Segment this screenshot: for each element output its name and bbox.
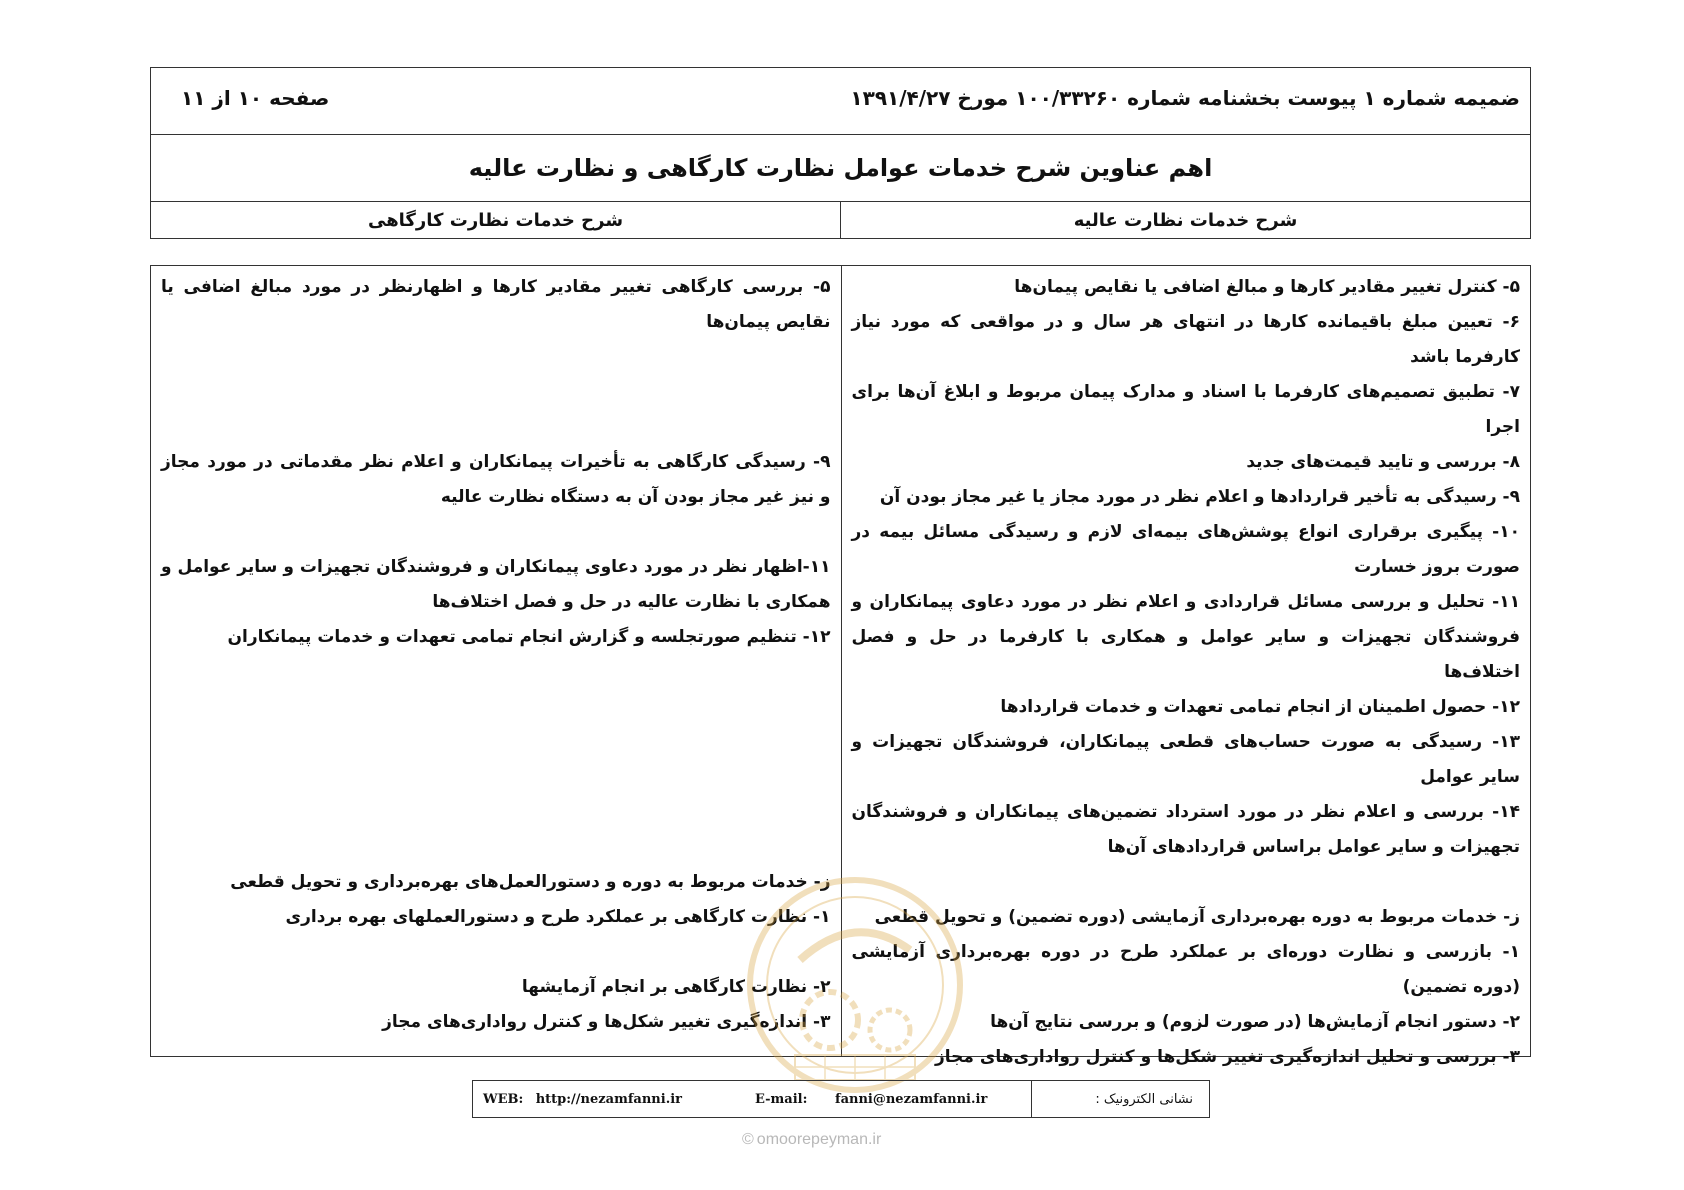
section-heading: ز- خدمات مربوط به دوره و دستورالعمل‌های بهره‌برداری و تحویل قطعی <box>230 872 831 892</box>
list-item: ۸- بررسی و تایید قیمت‌های جدید <box>1246 452 1520 472</box>
column-header-high-supervision: شرح خدمات نظارت عالیه <box>840 202 1530 238</box>
web-link[interactable]: http://nezamfanni.ir <box>535 1091 683 1107</box>
email-label: E-mail: <box>755 1091 808 1107</box>
page-number: صفحه ۱۰ از ۱۱ <box>181 86 330 110</box>
document-header-table <box>150 67 1531 239</box>
list-item: ۷- تطبیق تصمیم‌های کارفرما با اسناد و مدارک پیمان مربوط و ابلاغ آن‌ها برای اجرا <box>851 382 1520 437</box>
list-item: ۱۱- تحلیل و بررسی مسائل قراردادی و اعلام نظر در مورد دعاوی پیمانکاران و فروشندگان تجهیزات و سایر عوامل و همکاری با کارفرما در حل و فصل اختلاف‌ها <box>851 592 1520 682</box>
list-item: ۳- بررسی و تحلیل اندازه‌گیری تغییر شکل‌ها و کنترل رواداری‌های مجاز <box>934 1047 1520 1067</box>
copyright-circle-icon: © <box>742 1131 754 1148</box>
address-label: نشانی الکترونیک : <box>1095 1091 1193 1107</box>
list-item: ۹- رسیدگی به تأخیر قراردادها و اعلام نظر در مورد مجاز یا غیر مجاز بودن آن <box>879 487 1520 507</box>
list-item: ۱۱-اظهار نظر در مورد دعاوی پیمانکاران و فروشندگان تجهیزات و سایر عوامل و همکاری با نظارت عالیه در حل و فصل اختلاف‌ها <box>161 557 831 612</box>
header-row <box>151 68 1530 135</box>
column-headers <box>151 202 1530 238</box>
high-supervision-column <box>841 266 1531 1067</box>
services-table <box>150 265 1531 1067</box>
list-item: ۶- تعیین مبلغ باقیمانده کارها در انتهای هر سال و در مواقعی که مورد نیاز کارفرما باشد <box>851 312 1520 367</box>
attachment-reference: ضمیمه شماره ۱ پیوست بخشنامه شماره ۱۰۰/۳۳۲۶۰ مورخ ۱۳۹۱/۴/۲۷ <box>850 86 1520 110</box>
list-item: ۱۰- پیگیری برقراری انواع پوشش‌های بیمه‌ای لازم و رسیدگی مسائل بیمه در صورت بروز خسارت <box>851 522 1520 577</box>
list-item: ۱۴- بررسی و اعلام نظر در مورد استرداد تضمین‌های پیمانکاران و فروشندگان تجهیزات و سایر عوامل براساس قراردادهای آن‌ها <box>851 802 1520 857</box>
list-item: ۱۲- تنظیم صورتجلسه و گزارش انجام تمامی تعهدات و خدمات پیمانکاران <box>227 627 831 647</box>
column-header-site-supervision: شرح خدمات نظارت کارگاهی <box>367 209 624 231</box>
list-item: ۲- دستور انجام آزمایش‌ها (در صورت لزوم) و بررسی نتایج آن‌ها <box>990 1012 1520 1032</box>
list-item: ۱- بازرسی و نظارت دوره‌ای بر عملکرد طرح در دوره بهره‌برداری آزمایشی (دوره تضمین) <box>851 942 1520 997</box>
list-item: ۱- نظارت کارگاهی بر عملکرد طرح و دستورالعملهای بهره برداری <box>285 907 831 927</box>
page-title: اهم عناوین شرح خدمات عوامل نظارت کارگاهی و نظارت عالیه <box>151 135 1530 202</box>
section-heading: ز- خدمات مربوط به دوره بهره‌برداری آزمایشی (دوره تضمین) و تحویل قطعی <box>874 907 1520 927</box>
footer-contact-box <box>472 1080 1210 1118</box>
list-item: ۱۳- رسیدگی به صورت حساب‌های قطعی پیمانکاران، فروشندگان تجهیزات و سایر عوامل <box>851 732 1520 787</box>
site-watermark: © omoorepeyman.ir <box>742 1131 882 1148</box>
list-item: ۹- رسیدگی کارگاهی به تأخیرات پیمانکاران و اعلام نظر مقدماتی در مورد مجاز و نیز غیر مجاز بودن آن به دستگاه نظارت عالیه <box>161 452 831 507</box>
site-supervision-column <box>151 266 841 1056</box>
email-link[interactable]: fanni@nezamfanni.ir <box>835 1091 988 1107</box>
list-item: ۵- بررسی کارگاهی تغییر مقادیر کارها و اظهارنظر در مورد مبالغ اضافی یا نقایص پیمان‌ها <box>161 277 831 332</box>
web-address: WEB: http://nezamfanni.ir <box>483 1091 683 1107</box>
list-item: ۲- نظارت کارگاهی بر انجام آزمایشها <box>521 977 831 997</box>
list-item: ۵- کنترل تغییر مقادیر کارها و مبالغ اضافی یا نقایص پیمان‌ها <box>1014 277 1520 297</box>
list-item: ۱۲- حصول اطمینان از انجام تمامی تعهدات و خدمات قراردادها <box>1000 697 1520 717</box>
list-item: ۳- اندازه‌گیری تغییر شکل‌ها و کنترل رواداری‌های مجاز <box>382 1012 831 1032</box>
